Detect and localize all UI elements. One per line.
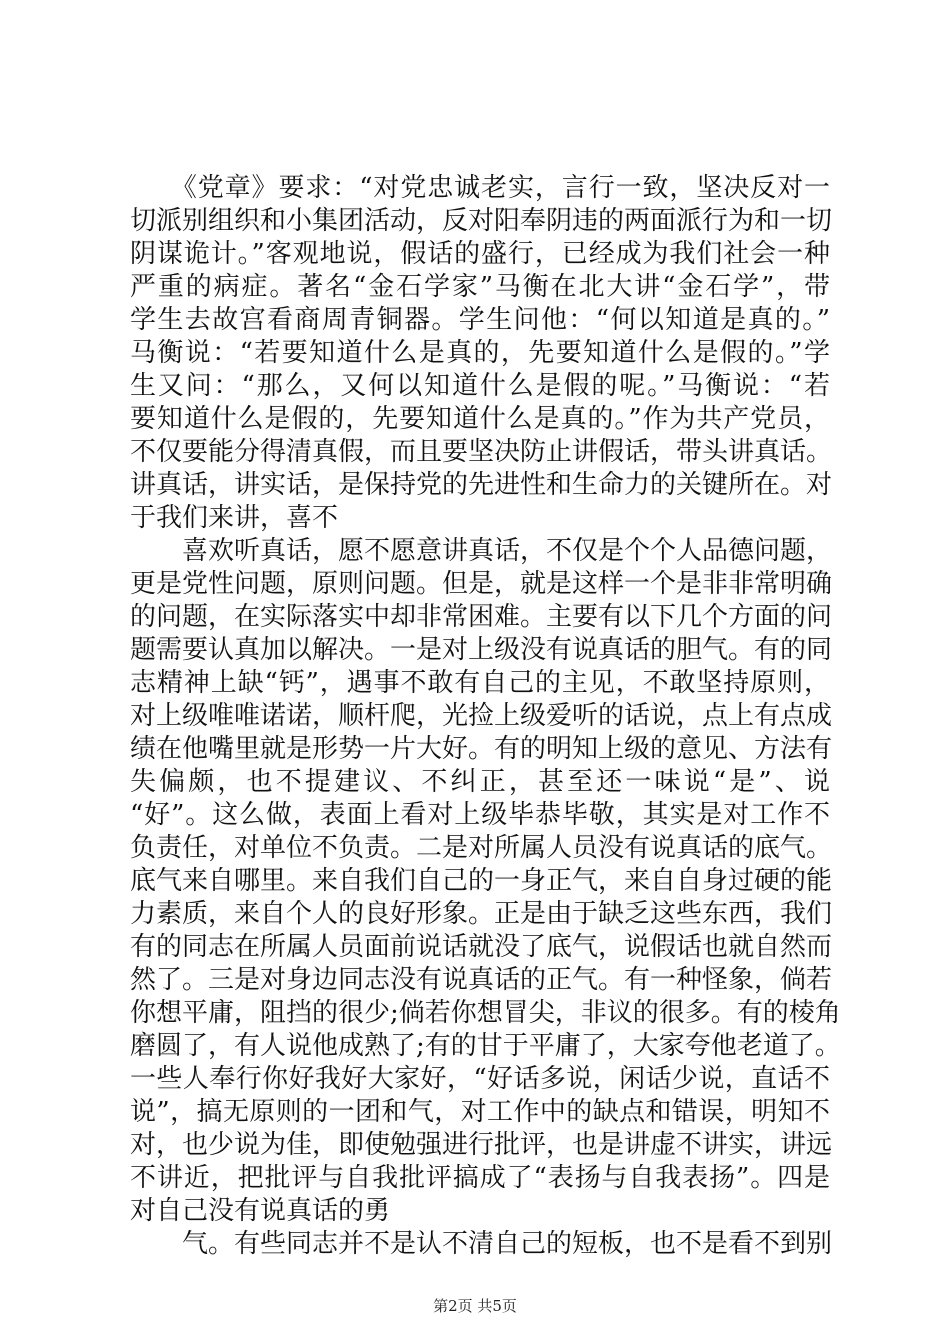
text-line: 喜欢听真话，愿不愿意讲真话，不仅是个个人品德问题， bbox=[130, 536, 833, 566]
text-line: 生又问：“那么，又何以知道什么是假的呢。”马衡说：“若 bbox=[130, 371, 830, 401]
text-line: 你想平庸，阻挡的很少;倘若你想冒尖，非议的很多。有的棱角 bbox=[130, 998, 841, 1028]
text-line: 磨圆了，有人说他成熟了;有的甘于平庸了，大家夸他老道了。 bbox=[130, 1031, 841, 1061]
text-line: 马衡说：“若要知道什么是真的，先要知道什么是假的。”学 bbox=[130, 338, 830, 368]
text-line: 说”，搞无原则的一团和气，对工作中的缺点和错误，明知不 bbox=[130, 1097, 830, 1127]
text-line: “好”。这么做，表面上看对上级毕恭毕敬，其实是对工作不 bbox=[130, 800, 830, 830]
text-line: 学生去故宫看商周青铜器。学生问他：“何以知道是真的。” bbox=[130, 305, 830, 335]
page-footer: 第2页 共5页 bbox=[433, 1297, 517, 1315]
text-line: 题需要认真加以解决。一是对上级没有说真话的胆气。有的同 bbox=[130, 635, 833, 665]
text-line: 不讲近，把批评与自我批评搞成了“表扬与自我表扬”。四是 bbox=[130, 1163, 830, 1193]
text-line: 严重的病症。著名“金石学家”马衡在北大讲“金石学”，带 bbox=[130, 272, 830, 302]
text-line: 不仅要能分得清真假，而且要坚决防止讲假话，带头讲真话。 bbox=[130, 437, 833, 467]
text-line: 要知道什么是假的，先要知道什么是真的。”作为共产党员， bbox=[130, 404, 830, 434]
text-line: 一些人奉行你好我好大家好，“好话多说，闲话少说，直话不 bbox=[130, 1064, 830, 1094]
text-line: 力素质，来自个人的良好形象。正是由于缺乏这些东西，我们 bbox=[130, 899, 833, 929]
text-line: 然了。三是对身边同志没有说真话的正气。有一种怪象，倘若 bbox=[130, 965, 833, 995]
text-line: 绩在他嘴里就是形势一片大好。有的明知上级的意见、方法有 bbox=[130, 734, 833, 764]
text-line: 《党章》要求：“对党忠诚老实，言行一致，坚决反对一 bbox=[130, 173, 830, 203]
text-line: 的问题，在实际落实中却非常困难。主要有以下几个方面的问 bbox=[130, 602, 833, 632]
text-line: 更是党性问题，原则问题。但是，就是这样一个是非非常明确 bbox=[130, 569, 833, 599]
text-line: 讲真话，讲实话，是保持党的先进性和生命力的关键所在。对 bbox=[130, 470, 833, 500]
text-line: 负责任，对单位不负责。二是对所属人员没有说真话的底气。 bbox=[130, 833, 833, 863]
text-line: 气。有些同志并不是认不清自己的短板，也不是看不到别 bbox=[130, 1229, 833, 1259]
text-line: 于我们来讲，喜不 bbox=[130, 503, 339, 533]
text-line: 阴谋诡计。”客观地说，假话的盛行，已经成为我们社会一种 bbox=[130, 239, 830, 269]
text-line: 对自己没有说真话的勇 bbox=[130, 1196, 391, 1226]
text-line: 失偏颇，也不提建议、不纠正，甚至还一味说“是”、说 bbox=[130, 767, 830, 797]
text-line: 底气来自哪里。来自我们自己的一身正气，来自自身过硬的能 bbox=[130, 866, 833, 896]
text-line: 对，也少说为佳，即使勉强进行批评，也是讲虚不讲实，讲远 bbox=[130, 1130, 833, 1160]
text-line: 志精神上缺“钙”，遇事不敢有自己的主见，不敢坚持原则， bbox=[130, 668, 830, 698]
text-line: 有的同志在所属人员面前说话就没了底气，说假话也就自然而 bbox=[130, 932, 833, 962]
document-body bbox=[130, 172, 841, 1261]
text-line: 对上级唯唯诺诺，顺杆爬，光捡上级爱听的话说，点上有点成 bbox=[130, 701, 833, 731]
text-line: 切派别组织和小集团活动，反对阳奉阴违的两面派行为和一切 bbox=[130, 206, 833, 236]
